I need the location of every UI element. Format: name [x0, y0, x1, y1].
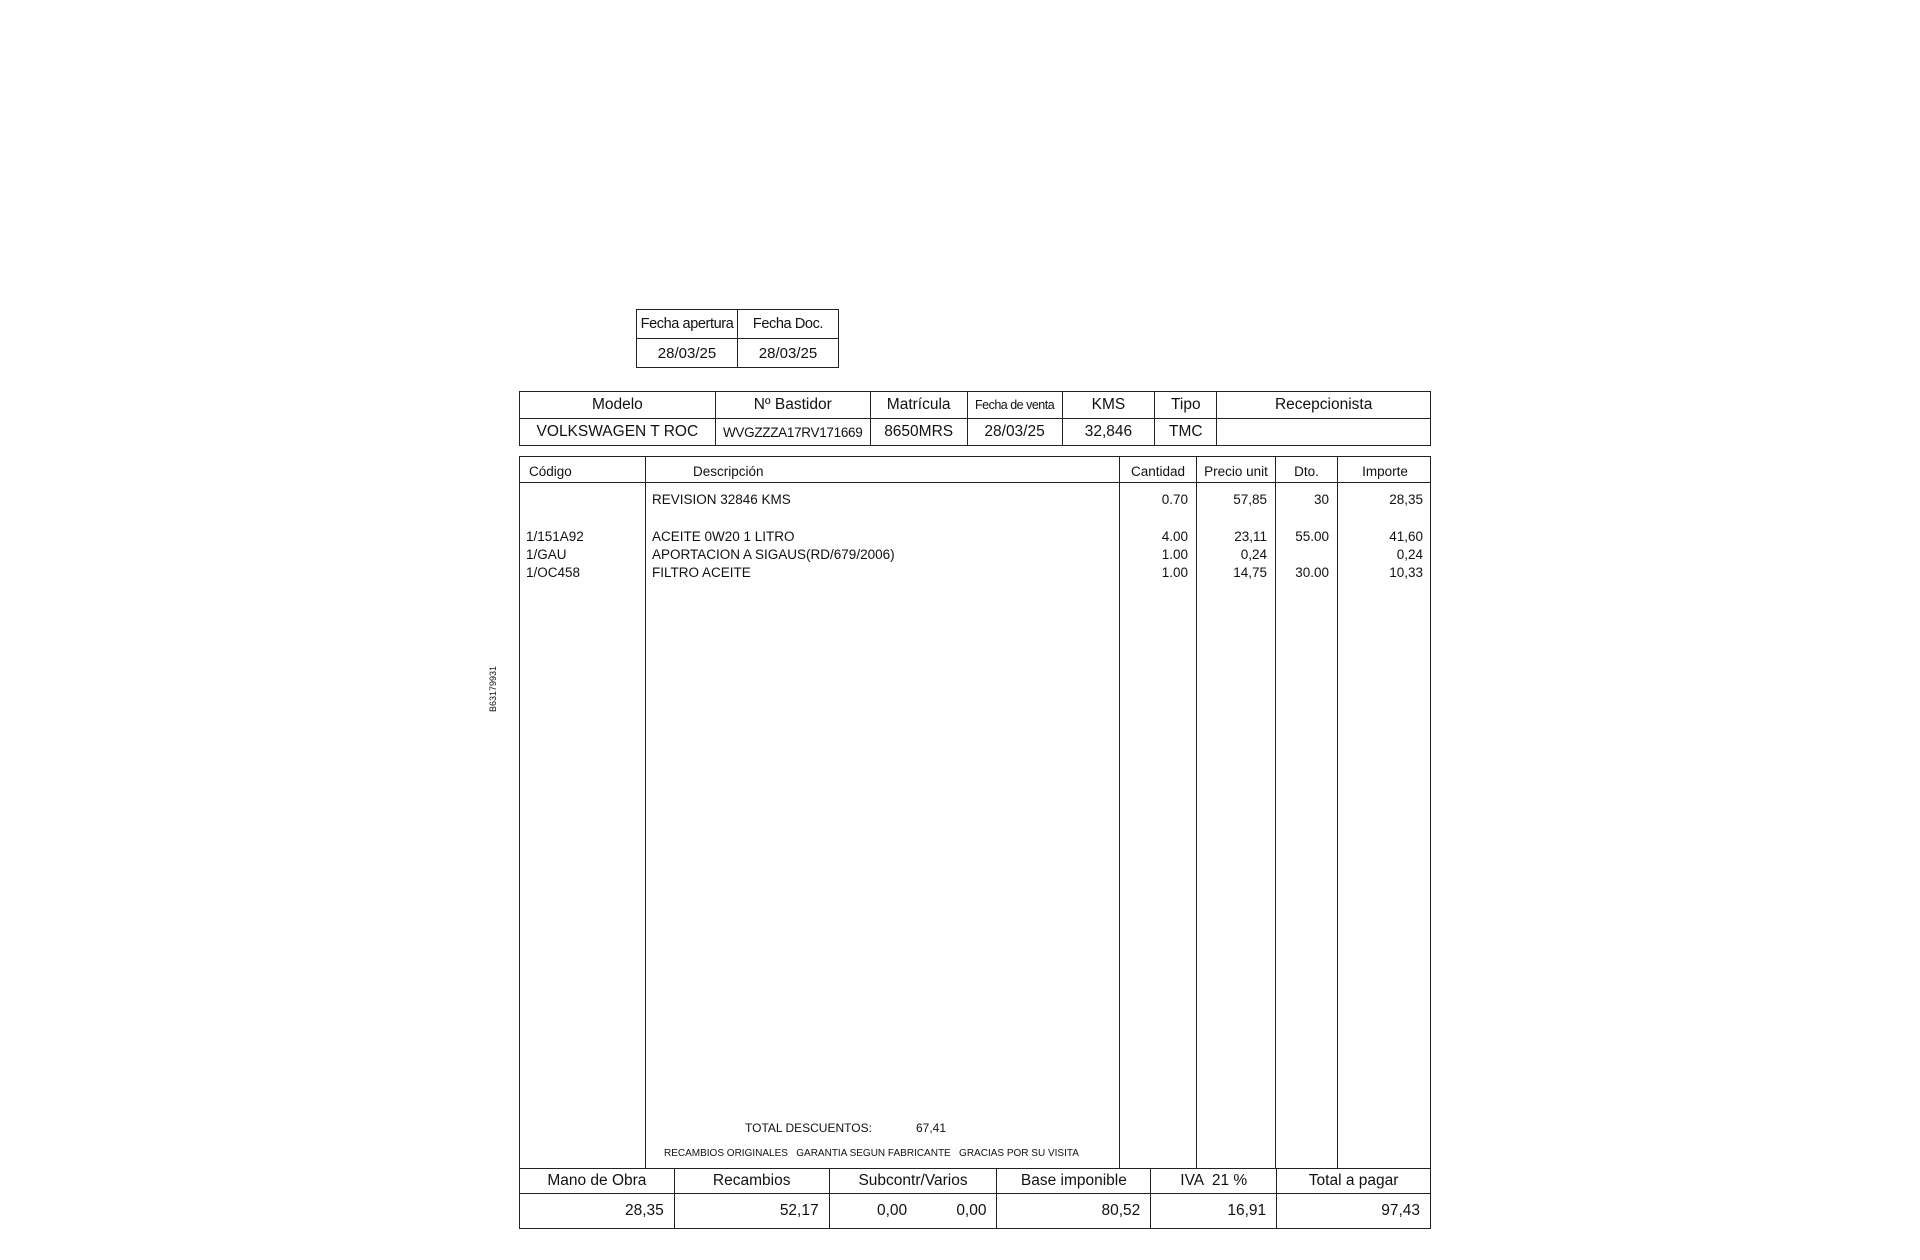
recepcionista-value [1217, 419, 1431, 446]
row-cantidad: 1.00 [1161, 565, 1188, 580]
row-codigo: 1/OC458 [526, 565, 581, 580]
row-dto: 30 [1313, 492, 1329, 507]
cantidad-header: Cantidad [1130, 464, 1186, 479]
kms-header: KMS [1062, 392, 1155, 419]
row-importe: 41,60 [1389, 529, 1423, 544]
row-precio: 0,24 [1240, 547, 1267, 562]
tipo-header: Tipo [1155, 392, 1217, 419]
row-precio: 14,75 [1233, 565, 1267, 580]
modelo-header: Modelo [520, 392, 716, 419]
bastidor-value: WVGZZZA17RV171669 [715, 419, 870, 446]
row-importe: 28,35 [1389, 492, 1423, 507]
row-descripcion: FILTRO ACEITE [652, 565, 751, 580]
total-pagar-value: 97,43 [1277, 1194, 1431, 1229]
iva-header: IVA 21 % [1151, 1169, 1277, 1194]
matricula-value: 8650MRS [870, 419, 967, 446]
row-dto: 55.00 [1295, 529, 1329, 544]
recepcionista-header: Recepcionista [1217, 392, 1431, 419]
row-descripcion: REVISION 32846 KMS [652, 492, 791, 507]
subcontr-varios-values [829, 1194, 997, 1229]
descripcion-header: Descripción [693, 464, 764, 479]
mano-obra-value: 28,35 [520, 1194, 675, 1229]
tipo-value: TMC [1155, 419, 1217, 446]
row-descripcion: APORTACION A SIGAUS(RD/679/2006) [652, 547, 895, 562]
modelo-value: VOLKSWAGEN T ROC [520, 419, 716, 446]
row-dto: 30.00 [1295, 565, 1329, 580]
base-imponible-value: 80,52 [997, 1194, 1151, 1229]
row-codigo: 1/GAU [526, 547, 567, 562]
precio-header: Precio unit [1204, 464, 1268, 479]
vehicle-table [519, 391, 1431, 446]
side-code: B63179931 [488, 665, 498, 712]
row-descripcion: ACEITE 0W20 1 LITRO [652, 529, 795, 544]
importe-header: Importe [1362, 464, 1408, 479]
subcontr-value: 0,00 [877, 1202, 908, 1219]
iva-value: 16,91 [1151, 1194, 1277, 1229]
kms-value: 32,846 [1062, 419, 1155, 446]
base-imponible-header: Base imponible [997, 1169, 1151, 1194]
row-cantidad: 1.00 [1161, 547, 1188, 562]
footer-note: RECAMBIOS ORIGINALES GARANTIA SEGUN FABRICANTE GRACIAS POR SU VISITA [664, 1148, 1079, 1159]
matricula-header: Matrícula [870, 392, 967, 419]
invoice-lines [519, 456, 1431, 1169]
total-pagar-header: Total a pagar [1277, 1169, 1431, 1194]
row-importe: 10,33 [1389, 565, 1423, 580]
fecha-doc-header: Fecha Doc. [738, 310, 839, 339]
recambios-value: 52,17 [674, 1194, 829, 1229]
row-cantidad: 4.00 [1161, 529, 1188, 544]
codigo-header: Código [529, 464, 572, 479]
totals-table [519, 1168, 1431, 1229]
bastidor-header: Nº Bastidor [715, 392, 870, 419]
subcontr-header: Subcontr/Varios [829, 1169, 997, 1194]
row-precio: 57,85 [1233, 492, 1267, 507]
varios-value: 0,00 [956, 1202, 987, 1219]
row-precio: 23,11 [1234, 529, 1267, 544]
total-descuentos-label: TOTAL DESCUENTOS: [745, 1121, 872, 1135]
dates-table [636, 309, 839, 368]
row-importe: 0,24 [1396, 547, 1423, 562]
fecha-apertura-header: Fecha apertura [637, 310, 738, 339]
recambios-header: Recambios [674, 1169, 829, 1194]
fecha-venta-value: 28/03/25 [967, 419, 1062, 446]
total-descuentos-value: 67,41 [916, 1121, 947, 1135]
fecha-doc-value: 28/03/25 [738, 339, 839, 368]
dto-header: Dto. [1294, 464, 1319, 479]
fecha-venta-header: Fecha de venta [967, 392, 1062, 419]
row-codigo: 1/151A92 [526, 529, 584, 544]
fecha-apertura-value: 28/03/25 [637, 339, 738, 368]
mano-obra-header: Mano de Obra [520, 1169, 675, 1194]
row-cantidad: 0.70 [1161, 492, 1188, 507]
